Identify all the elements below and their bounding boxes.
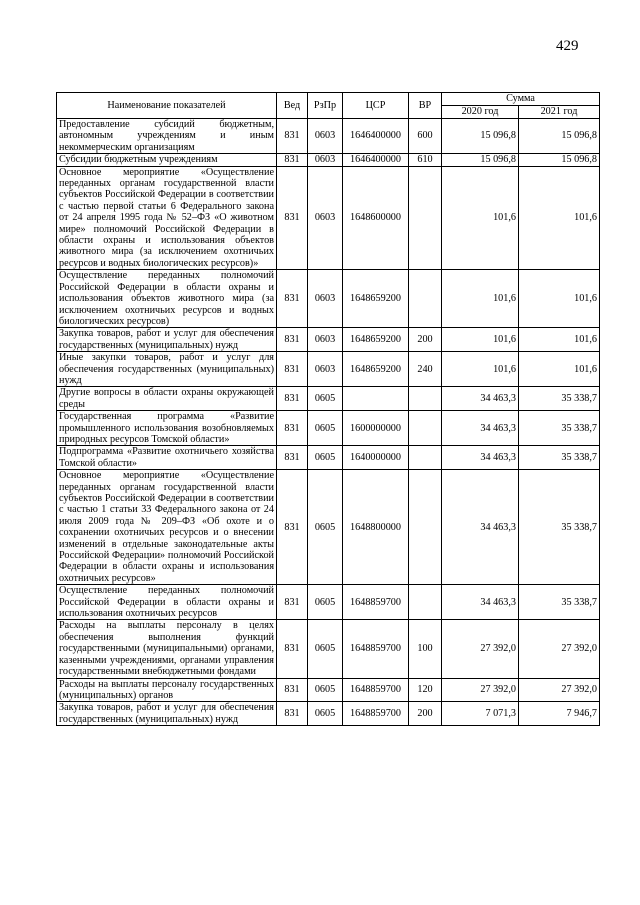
table-row [57,154,600,166]
row-vr: 240 [409,352,442,387]
row-amount-2020: 101,6 [442,166,519,270]
table-row [57,446,600,470]
row-rzpr: 0603 [308,270,343,328]
row-amount-2020: 101,6 [442,352,519,387]
row-amount-2021: 35 338,7 [519,446,600,470]
row-ved: 831 [277,387,308,411]
header-ved: Вед [277,93,308,119]
row-vr: 120 [409,678,442,702]
row-amount-2020: 101,6 [442,328,519,352]
row-amount-2020: 34 463,3 [442,446,519,470]
row-amount-2021: 35 338,7 [519,411,600,446]
row-rzpr: 0603 [308,166,343,270]
row-amount-2021: 35 338,7 [519,387,600,411]
row-ved: 831 [277,678,308,702]
row-csr: 1648859700 [343,620,409,678]
header-vr: ВР [409,93,442,119]
row-amount-2020: 27 392,0 [442,678,519,702]
row-amount-2020: 34 463,3 [442,387,519,411]
row-vr [409,446,442,470]
row-amount-2020: 15 096,8 [442,119,519,154]
table-row [57,411,600,446]
row-vr: 200 [409,702,442,726]
row-rzpr: 0603 [308,119,343,154]
row-ved: 831 [277,166,308,270]
row-ved: 831 [277,119,308,154]
row-amount-2021: 7 946,7 [519,702,600,726]
header-csr: ЦСР [343,93,409,119]
row-csr: 1648659200 [343,352,409,387]
row-amount-2021: 27 392,0 [519,620,600,678]
row-ved: 831 [277,352,308,387]
row-name: Закупка товаров, работ и услуг для обеспечения государственных (муниципальных) нужд [57,328,277,352]
row-amount-2021: 35 338,7 [519,585,600,620]
row-csr: 1640000000 [343,446,409,470]
row-csr: 1600000000 [343,411,409,446]
row-rzpr: 0605 [308,446,343,470]
row-name: Закупка товаров, работ и услуг для обеспечения государственных (муниципальных) нужд [57,702,277,726]
row-vr: 200 [409,328,442,352]
row-ved: 831 [277,328,308,352]
row-vr [409,585,442,620]
table-row [57,470,600,585]
row-vr: 100 [409,620,442,678]
row-amount-2021: 27 392,0 [519,678,600,702]
table-row [57,387,600,411]
row-vr: 600 [409,119,442,154]
row-amount-2020: 27 392,0 [442,620,519,678]
row-amount-2020: 34 463,3 [442,411,519,446]
row-rzpr: 0603 [308,154,343,166]
row-name: Расходы на выплаты персоналу в целях обеспечения выполнения функций государственными (муниципальными) органами, казенными учреждениями, органами управления государственными внебюджетными фондами [57,620,277,678]
row-ved: 831 [277,585,308,620]
row-name: Другие вопросы в области охраны окружающей среды [57,387,277,411]
row-amount-2021: 15 096,8 [519,119,600,154]
table-row [57,702,600,726]
row-amount-2020: 15 096,8 [442,154,519,166]
row-ved: 831 [277,620,308,678]
row-rzpr: 0605 [308,411,343,446]
header-rzpr: РзПр [308,93,343,119]
row-ved: 831 [277,154,308,166]
row-rzpr: 0605 [308,620,343,678]
row-csr: 1646400000 [343,154,409,166]
row-amount-2020: 101,6 [442,270,519,328]
row-rzpr: 0605 [308,585,343,620]
table-row [57,328,600,352]
row-csr: 1648859700 [343,702,409,726]
header-sum: Сумма [442,93,600,106]
row-name: Основное мероприятие «Осуществление переданных органам государственной власти субъектов Российской Федерации в соответствии с частью 1 статьи 33 Федерального закона от 24 июля 2009 года № 209–ФЗ «Об охоте и о сохранении охотничьих ресурсов и о внесении изменений в отдельные законодательные акты Российской Федерации» полномочий Российской Федерации в области охраны и использования охотничьих ресурсов» [57,470,277,585]
row-csr: 1648859700 [343,585,409,620]
header-name: Наименование показателей [57,93,277,119]
row-rzpr: 0605 [308,387,343,411]
row-name: Иные закупки товаров, работ и услуг для обеспечения государственных (муниципальных) нужд [57,352,277,387]
row-csr [343,387,409,411]
table-row [57,585,600,620]
header-year-2021: 2021 год [519,106,600,119]
row-amount-2021: 101,6 [519,352,600,387]
row-csr: 1648859700 [343,678,409,702]
row-name: Предоставление субсидий бюджетным, автономным учреждениям и иным некоммерческим организациям [57,119,277,154]
row-rzpr: 0603 [308,328,343,352]
row-rzpr: 0603 [308,352,343,387]
row-amount-2021: 15 096,8 [519,154,600,166]
table-row [57,620,600,678]
row-ved: 831 [277,446,308,470]
row-vr [409,387,442,411]
row-csr: 1648800000 [343,470,409,585]
row-amount-2021: 101,6 [519,328,600,352]
row-name: Основное мероприятие «Осуществление переданных органам государственной власти субъектов Российской Федерации в соответствии с частью первой статьи 6 Федерального закона от 24 апреля 1995 года № 52–ФЗ «О животном мире» полномочий Российской Федерации в области охраны и использования объектов животного мира (за исключением охотничьих ресурсов и водных биологических ресурсов)» [57,166,277,270]
row-amount-2021: 35 338,7 [519,470,600,585]
row-ved: 831 [277,411,308,446]
row-amount-2021: 101,6 [519,270,600,328]
row-vr [409,270,442,328]
row-amount-2020: 7 071,3 [442,702,519,726]
row-vr: 610 [409,154,442,166]
row-amount-2021: 101,6 [519,166,600,270]
row-name: Расходы на выплаты персоналу государственных (муниципальных) органов [57,678,277,702]
row-amount-2020: 34 463,3 [442,470,519,585]
header-year-2020: 2020 год [442,106,519,119]
page-number: 429 [556,38,579,54]
row-csr: 1646400000 [343,119,409,154]
row-vr [409,411,442,446]
row-ved: 831 [277,270,308,328]
table-row [57,270,600,328]
row-ved: 831 [277,470,308,585]
row-rzpr: 0605 [308,678,343,702]
row-name: Осуществление переданных полномочий Российской Федерации в области охраны и использования объектов животного мира (за исключением охотничьих ресурсов и водных биологических ресурсов) [57,270,277,328]
budget-table [56,92,600,726]
row-ved: 831 [277,702,308,726]
row-csr: 1648659200 [343,328,409,352]
row-name: Осуществление переданных полномочий Российской Федерации в области охраны и использования охотничьих ресурсов [57,585,277,620]
table-row [57,678,600,702]
table-row [57,119,600,154]
row-name: Подпрограмма «Развитие охотничьего хозяйства Томской области» [57,446,277,470]
row-vr [409,166,442,270]
table-row [57,352,600,387]
row-rzpr: 0605 [308,702,343,726]
row-name: Субсидии бюджетным учреждениям [57,154,277,166]
row-vr [409,470,442,585]
row-csr: 1648659200 [343,270,409,328]
row-csr: 1648600000 [343,166,409,270]
row-rzpr: 0605 [308,470,343,585]
row-amount-2020: 34 463,3 [442,585,519,620]
table-row [57,166,600,270]
row-name: Государственная программа «Развитие промышленного использования возобновляемых природных ресурсов Томской области» [57,411,277,446]
